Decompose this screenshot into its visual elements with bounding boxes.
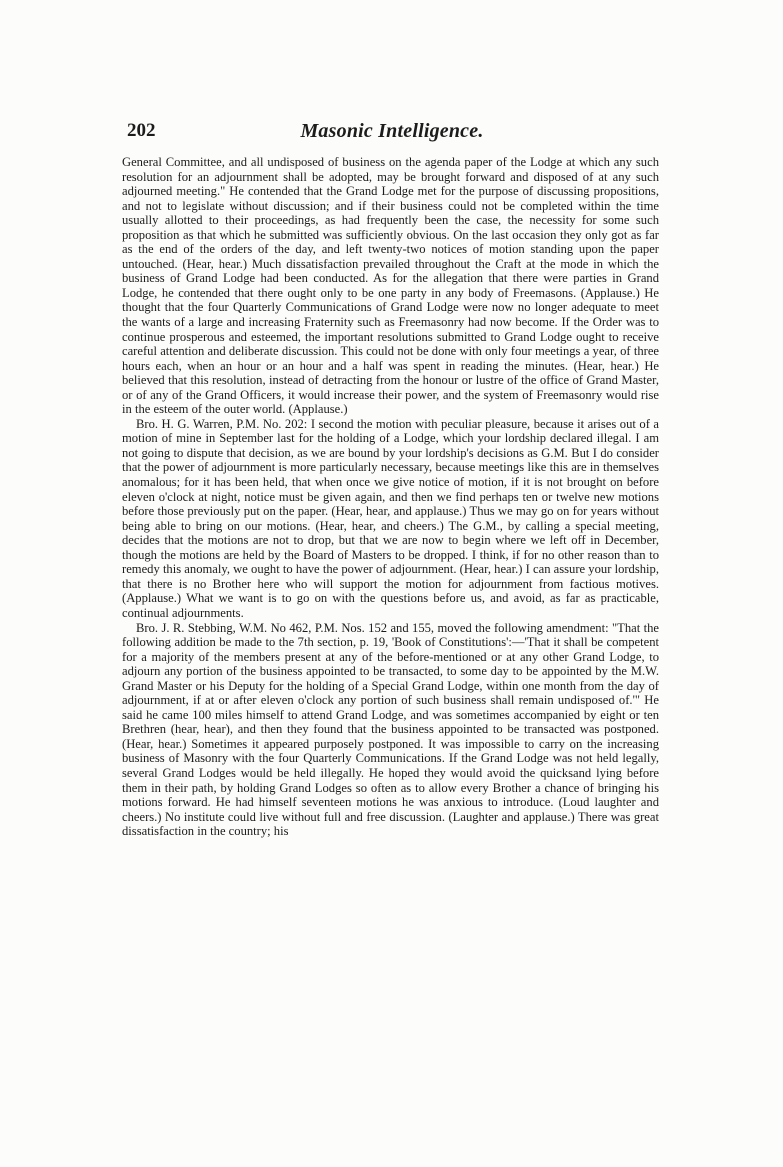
article-body bbox=[122, 155, 659, 839]
page-number: 202 bbox=[127, 120, 156, 141]
paragraph-warren-speech: Bro. H. G. Warren, P.M. No. 202: I second the motion with peculiar pleasure, because it arises out of a motion of mine in September last for the holding of a Lodge, which your lordship declared illegal. I am not going to dispute that decision, as we are bound by your lordship's decisions as G.M. But I do consider that the power of adjournment is more particularly necessary, because meetings like this are in themselves anomalous; for it has been held, that when once we give notice of motion, if it is not brought on before eleven o'clock at night, notice must be given again, and then we find perhaps ten or twelve new motions before those previously put on the paper. (Hear, hear, and applause.) Thus we may go on for years without being able to bring on our motions. (Hear, hear, and cheers.) The G.M., by calling a special meeting, decides that the motions are not to drop, but that we are now to begin where we left off in December, though the motions are held by the Board of Masters to be dropped. I think, if for no other reason than to remedy this anomaly, we ought to have the power of adjournment. (Hear, hear.) I can assure your lordship, that there is no Brother here who will support the motion for adjournment from factious motives. (Applause.) What we want is to go on with the questions before us, and avoid, as far as practicable, continual adjournments. bbox=[122, 416, 659, 620]
paragraph-stebbing-amendment: Bro. J. R. Stebbing, W.M. No 462, P.M. Nos. 152 and 155, moved the following amendment: "That the following addition be made to the 7th section, p. 19, 'Book of Constitutions':—'That it shall be competent for a majority of the members present at any of the before-mentioned or at any other Grand Lodge, to adjourn any portion of the business appointed to be transacted, to some day to be appointed by the M.W. Grand Master or his Deputy for the holding of a Special Grand Lodge, within one month from the day of adjournment, if at or after eleven o'clock any portion of such business shall remain undisposed of.'" He said he came 100 miles himself to attend Grand Lodge, and was sometimes accompanied by eight or ten Brethren (hear, hear), and then they found that the business appointed to be transacted was postponed. (Hear, hear.) Sometimes it appeared purposely postponed. It was impossible to carry on the increasing business of Masonry with the four Quarterly Communications. If the Grand Lodge was not held legally, several Grand Lodges would be held illegally. He hoped they would avoid the quicksand lying before them in their path, by holding Grand Lodges so often as to allow every Brother a chance of bringing his motions forward. He had himself seventeen motions he was anxious to introduce. (Loud laughter and cheers.) No institute could live without full and free discussion. (Laughter and applause.) There was great dissatisfaction in the country; his bbox=[122, 620, 659, 839]
paragraph-committee-resolution: General Committee, and all undisposed of business on the agenda paper of the Lodge at which any such resolution for an adjournment shall be adopted, may be brought forward and disposed of at any such adjourned meeting." He contended that the Grand Lodge met for the purpose of discussing propositions, and not to legislate without discussion; and if their business could not be completed within the time usually allotted to their proceedings, as had frequently been the case, the necessity for some such proposition as that which he submitted was sufficiently obvious. On the last occasion they only got as far as the end of the orders of the day, and left twenty-two notices of motion standing upon the paper untouched. (Hear, hear.) Much dissatisfaction prevailed throughout the Craft at the mode in which the business of Grand Lodge had been conducted. As for the allegation that there were parties in Grand Lodge, he contended that there ought only to be one party in any body of Freemasons. (Applause.) He thought that the four Quarterly Communications of Grand Lodge were now no longer adequate to meet the wants of a large and increasing Fraternity such as Freemasonry had now become. If the Order was to continue prosperous and esteemed, the important resolutions submitted to Grand Lodge ought to receive careful attention and deliberate discussion. This could not be done with only four meetings a year, of three hours each, when an hour or an hour and a half was spent in reading the minutes. (Hear, hear.) He believed that this resolution, instead of detracting from the honour or lustre of the office of Grand Master, or of any of the Grand Officers, it would increase their power, and the system of Freemasonry would rise in the esteem of the outer world. (Applause.) bbox=[122, 155, 659, 417]
page-header bbox=[127, 120, 657, 146]
running-title: Masonic Intelligence. bbox=[300, 120, 484, 142]
